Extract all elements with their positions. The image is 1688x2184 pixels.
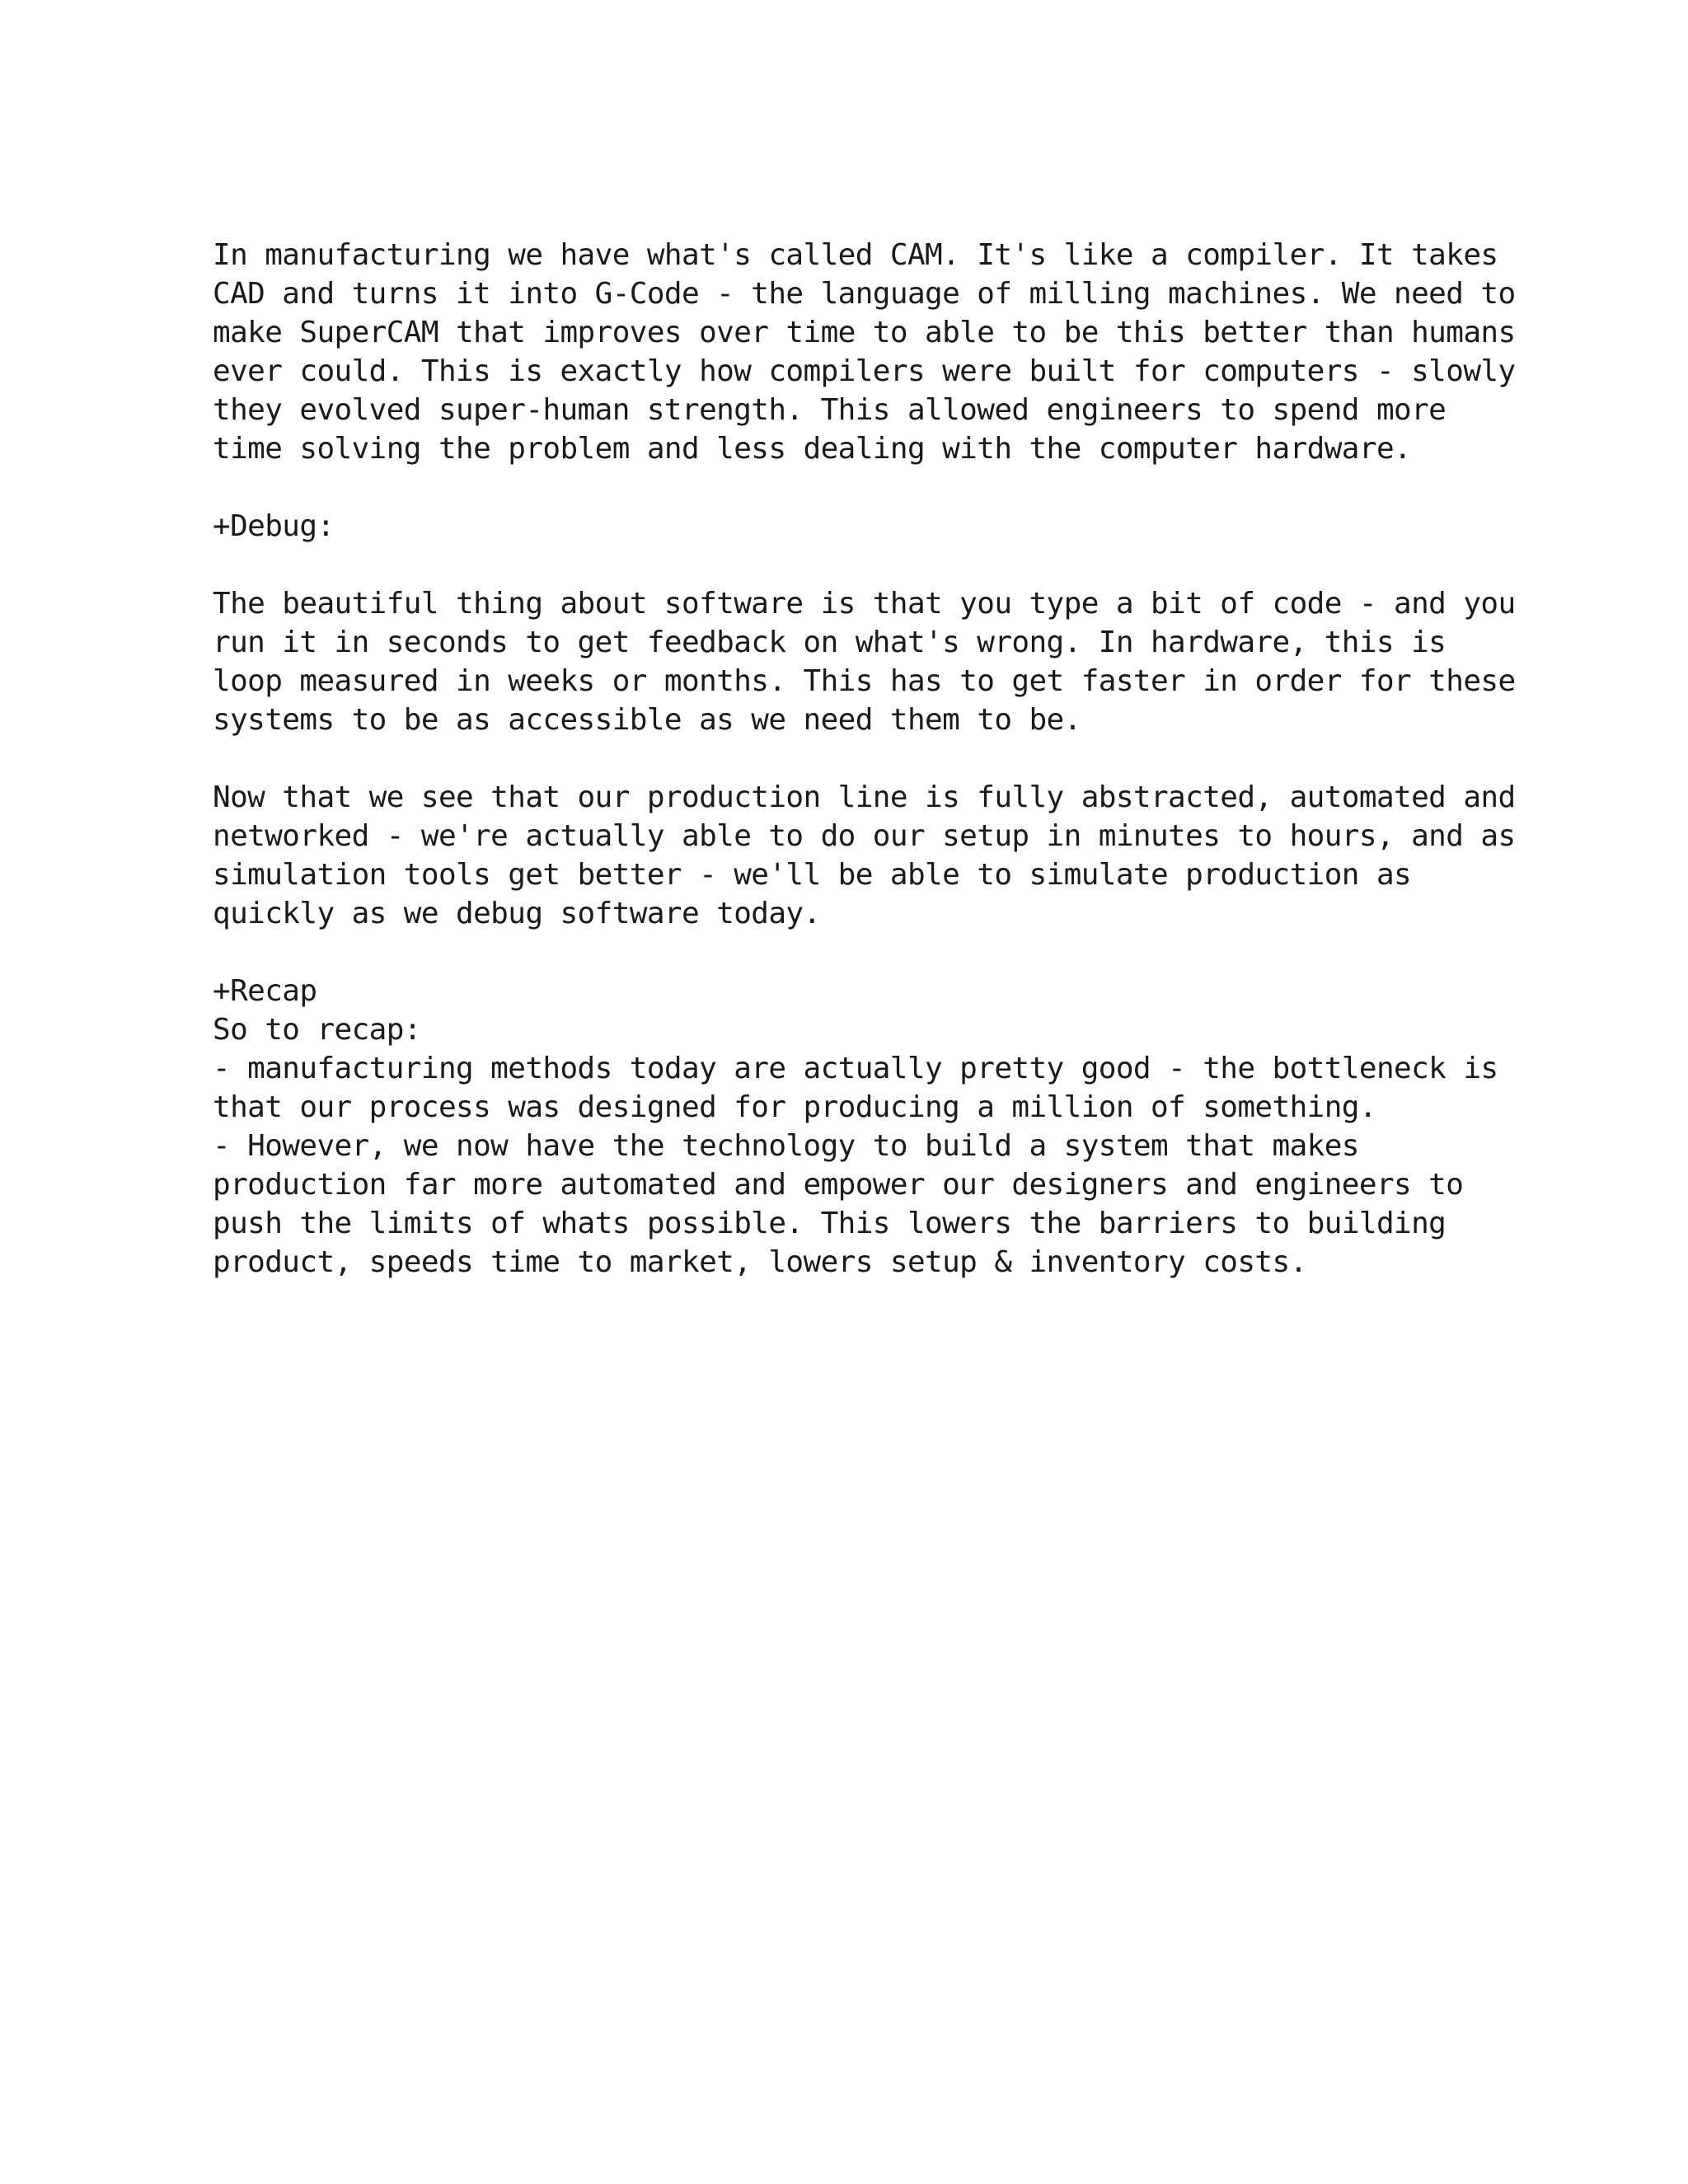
text-line: run it in seconds to get feedback on what's wrong. In hardware, this is xyxy=(213,626,1447,659)
text-line: - manufacturing methods today are actually pretty good - the bottleneck is xyxy=(213,1052,1498,1085)
paragraph-production-line xyxy=(213,778,1516,933)
section-recap xyxy=(213,972,1498,1282)
text-line: push the limits of whats possible. This lowers the barriers to building xyxy=(213,1207,1447,1240)
text-line: time solving the problem and less dealing with the computer hardware. xyxy=(213,432,1412,466)
section-heading-debug xyxy=(213,507,1498,546)
text-line: they evolved super-human strength. This allowed engineers to spend more xyxy=(213,393,1447,427)
text-line: The beautiful thing about software is that you type a bit of code - and you xyxy=(213,587,1516,621)
text-line: simulation tools get better - we'll be able to simulate production as xyxy=(213,858,1412,892)
text-line: So to recap: xyxy=(213,1013,421,1047)
text-line: make SuperCAM that improves over time to able to be this better than humans xyxy=(213,316,1516,349)
document-body xyxy=(213,236,1516,1282)
text-line: loop measured in weeks or months. This has to get faster in order for these xyxy=(213,664,1516,698)
text-line: production far more automated and empower our designers and engineers to xyxy=(213,1168,1464,1202)
paragraph-debug-feedback xyxy=(213,584,1516,739)
heading-line: +Debug: xyxy=(213,509,335,543)
heading-line: +Recap xyxy=(213,974,317,1008)
text-line: quickly as we debug software today. xyxy=(213,897,821,930)
text-line: networked - we're actually able to do our setup in minutes to hours, and as xyxy=(213,819,1516,853)
text-line: CAD and turns it into G-Code - the language of milling machines. We need to xyxy=(213,277,1516,311)
text-line: In manufacturing we have what's called CAM. It's like a compiler. It takes xyxy=(213,238,1498,272)
text-line: product, speeds time to market, lowers setup & inventory costs. xyxy=(213,1245,1307,1279)
text-line: that our process was designed for producing a million of something. xyxy=(213,1090,1376,1124)
text-line: systems to be as accessible as we need them to be. xyxy=(213,703,1081,737)
paragraph-cam-intro xyxy=(213,236,1516,468)
text-line: - However, we now have the technology to build a system that makes xyxy=(213,1129,1359,1163)
text-line: ever could. This is exactly how compilers were built for computers - slowly xyxy=(213,354,1516,388)
text-line: Now that we see that our production line is fully abstracted, automated and xyxy=(213,780,1516,814)
